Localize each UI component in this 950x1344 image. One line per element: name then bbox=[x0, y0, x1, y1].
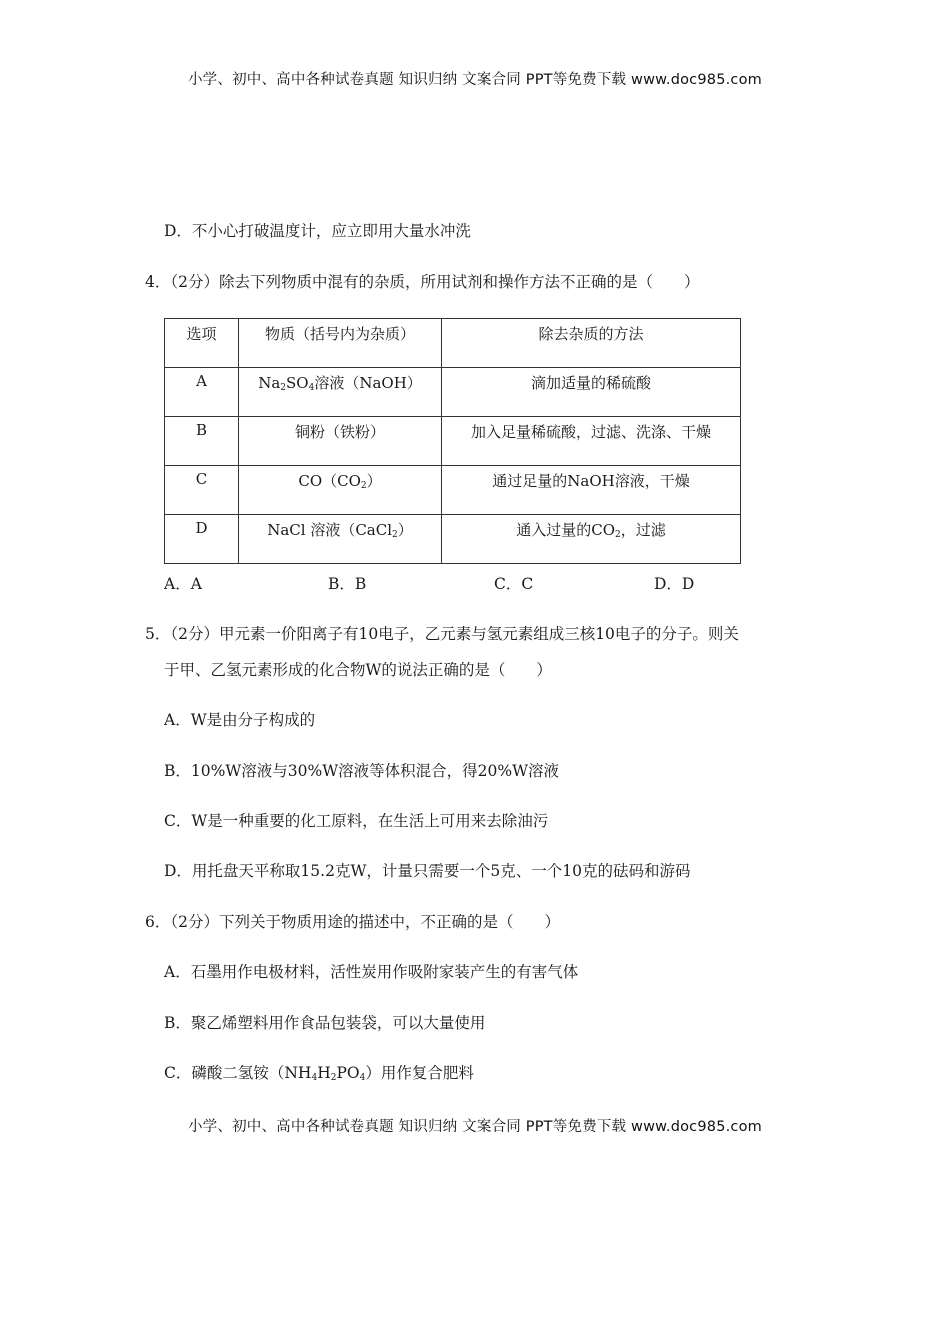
q4-answer-a: A．A bbox=[164, 575, 202, 593]
table-cell-substance: NaCl 溶液（CaCl$_2$） bbox=[239, 515, 442, 564]
q5-option-b: B．10%W溶液与30%W溶液等体积混合，得20%W溶液 bbox=[164, 762, 560, 780]
table-cell-method: 加入足量稀硫酸，过滤、洗涤、干燥 bbox=[442, 417, 741, 466]
q4-answer-c: C．C bbox=[494, 575, 534, 593]
q5-option-c: C．W是一种重要的化工原料，在生活上可用来去除油污 bbox=[164, 812, 549, 830]
table-cell-method: 通入过量的$CO_2$，过滤 bbox=[442, 515, 741, 564]
q4-answer-b: B．B bbox=[328, 575, 367, 593]
q6-option-b: B．聚乙烯塑料用作食品包装袋，可以大量使用 bbox=[164, 1014, 486, 1032]
table-header: 选项 bbox=[165, 319, 239, 368]
q4-answer-d: D．D bbox=[654, 575, 695, 593]
table-cell-option: A bbox=[165, 368, 239, 417]
q3-option-d: D．不小心打破温度计，应立即用大量水冲洗 bbox=[164, 222, 471, 240]
table-cell-method: 滴加适量的稀硫酸 bbox=[442, 368, 741, 417]
q5-stem-line2: 于甲、乙氢元素形成的化合物W的说法正确的是（ ） bbox=[164, 661, 552, 679]
table-header-row bbox=[165, 319, 741, 368]
table-row bbox=[165, 417, 741, 466]
table-row bbox=[165, 515, 741, 564]
q5-option-d: D．用托盘天平称取15.2克W，计量只需要一个5克、一个10克的砝码和游码 bbox=[164, 862, 691, 880]
table-row bbox=[165, 368, 741, 417]
q4-stem: 4．（2分）除去下列物质中混有的杂质，所用试剂和操作方法不正确的是（ ） bbox=[145, 273, 700, 291]
table-cell-method: 通过足量的NaOH溶液，干燥 bbox=[442, 466, 741, 515]
page-header: 小学、初中、高中各种试卷真题 知识归纳 文案合同 PPT等免费下载 www.doc985.com bbox=[187, 72, 763, 88]
q6-stem: 6．（2分）下列关于物质用途的描述中，不正确的是（ ） bbox=[145, 913, 560, 931]
q5-option-a: A．W是由分子构成的 bbox=[164, 711, 316, 729]
table-cell-option: D bbox=[165, 515, 239, 564]
q6-option-c: C．磷酸二氢铵$(NH_4H_2PO_4)$用作复合肥料 bbox=[164, 1064, 474, 1083]
table-header: 除去杂质的方法 bbox=[442, 319, 741, 368]
table-row bbox=[165, 466, 741, 515]
q6-option-a: A．石墨用作电极材料，活性炭用作吸附家装产生的有害气体 bbox=[164, 963, 579, 981]
page-footer: 小学、初中、高中各种试卷真题 知识归纳 文案合同 PPT等免费下载 www.doc985.com bbox=[187, 1119, 763, 1135]
table-cell-option: B bbox=[165, 417, 239, 466]
q5-stem-line1: 5．（2分）甲元素一价阳离子有10电子，乙元素与氢元素组成三核10电子的分子。则关 bbox=[145, 625, 739, 643]
table-cell-option: C bbox=[165, 466, 239, 515]
table-cell-substance: $Na_2SO_4$溶液（NaOH） bbox=[239, 368, 442, 417]
table-header: 物质（括号内为杂质） bbox=[239, 319, 442, 368]
table-cell-substance: 铜粉（铁粉） bbox=[239, 417, 442, 466]
table-cell-substance: $CO(CO_2)$ bbox=[239, 466, 442, 515]
q4-table bbox=[164, 318, 741, 564]
